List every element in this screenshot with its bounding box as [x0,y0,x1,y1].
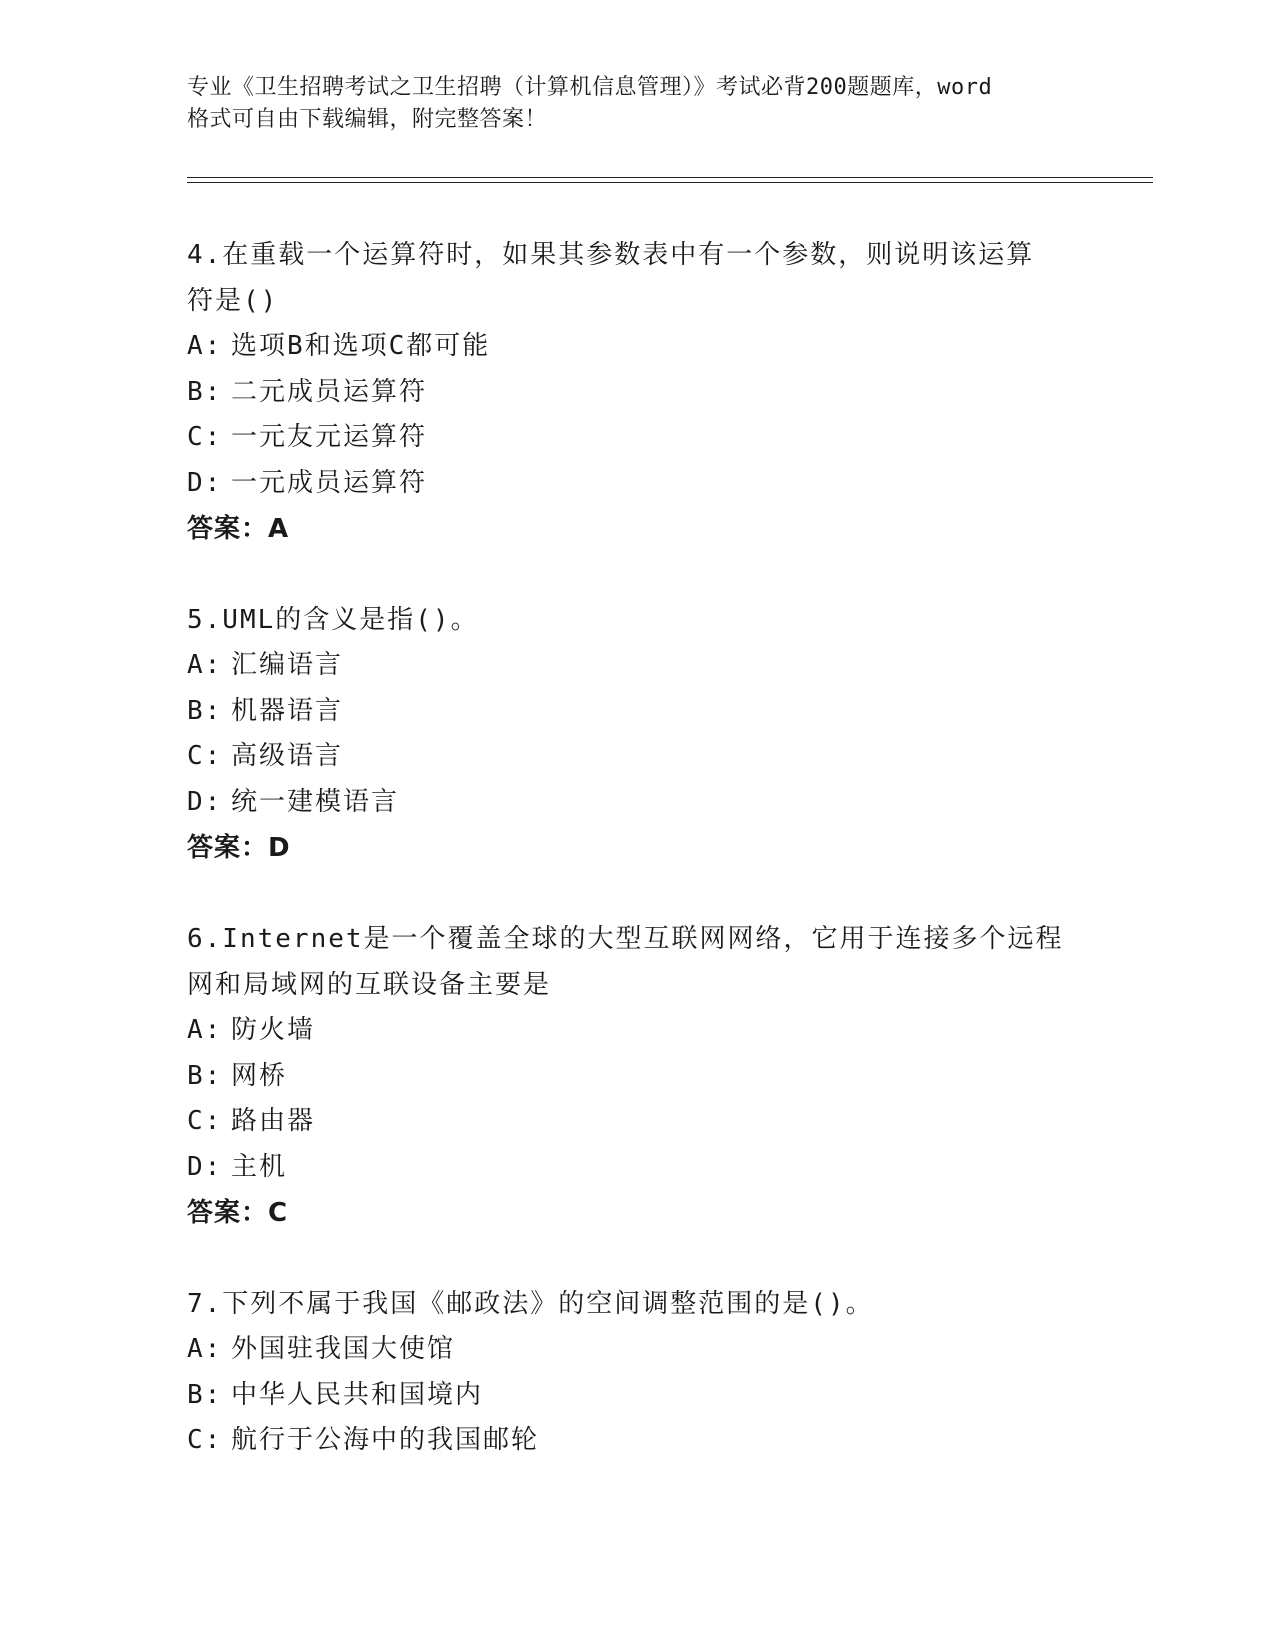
question-stem-line: 网和局域网的互联设备主要是 [187,970,552,1000]
header-line-1: 专业《卫生招聘考试之卫生招聘（计算机信息管理）》考试必背200题题库，word [187,75,993,100]
option-b [187,1054,1087,1100]
option-key: A: [187,1334,223,1364]
option-a [187,643,1087,689]
option-text: 一元成员运算符 [231,467,428,498]
header-divider-top [187,177,1153,178]
option-key: C: [187,741,223,771]
option-key: A: [187,650,223,680]
header-divider-bottom [187,182,1153,183]
option-key: B: [187,376,223,407]
question-stem-line: 4.在重载一个运算符时，如果其参数表中有一个参数，则说明该运算 [187,240,1035,270]
question-item [187,232,1087,552]
option-b [187,689,1087,735]
option-text: 汇编语言 [231,650,344,680]
document-header [187,72,1087,136]
option-text: 选项B和选项C都可能 [231,331,491,361]
option-text: 外国驻我国大使馆 [231,1334,456,1364]
option-key: B: [187,1060,223,1091]
option-key: C: [187,1106,223,1136]
question-item [187,597,1087,871]
question-item [187,1281,1087,1464]
option-key: C: [187,422,223,452]
option-c [187,1099,1087,1145]
option-text: 二元成员运算符 [231,376,428,407]
option-a [187,1008,1087,1054]
option-a [187,324,1087,370]
option-text: 中华人民共和国境内 [231,1379,484,1410]
option-key: D: [187,467,223,498]
option-key: A: [187,1015,223,1045]
question-item [187,916,1087,1236]
option-key: D: [187,1151,223,1182]
answer-line: 答案：C [187,1198,289,1228]
option-d [187,780,1087,826]
option-text: 航行于公海中的我国邮轮 [231,1425,540,1455]
option-key: B: [187,695,223,726]
answer-line: 答案：A [187,514,290,544]
option-text: 网桥 [231,1060,288,1091]
question-stem-line: 7.下列不属于我国《邮政法》的空间调整范围的是()。 [187,1289,874,1319]
header-line-2: 格式可自由下载编辑，附完整答案！ [187,107,548,132]
option-b [187,1373,1087,1419]
option-d [187,461,1087,507]
option-key: B: [187,1379,223,1410]
option-key: A: [187,331,223,361]
option-a [187,1327,1087,1373]
option-text: 主机 [231,1151,288,1182]
option-d [187,1145,1087,1191]
option-text: 一元友元运算符 [231,422,428,452]
question-stem-line: 5.UML的含义是指()。 [187,605,479,635]
option-text: 防火墙 [231,1015,316,1045]
option-c [187,415,1087,461]
option-text: 统一建模语言 [231,786,400,817]
option-text: 机器语言 [231,695,344,726]
option-text: 路由器 [231,1106,316,1136]
question-list [187,232,1087,1509]
option-key: D: [187,786,223,817]
option-c [187,734,1087,780]
answer-line: 答案：D [187,833,291,863]
option-key: C: [187,1425,223,1455]
question-stem-line: 6.Internet是一个覆盖全球的大型互联网网络，它用于连接多个远程 [187,924,1064,954]
option-c [187,1418,1087,1464]
option-text: 高级语言 [231,741,344,771]
question-stem-line: 符是() [187,286,279,316]
option-b [187,370,1087,416]
